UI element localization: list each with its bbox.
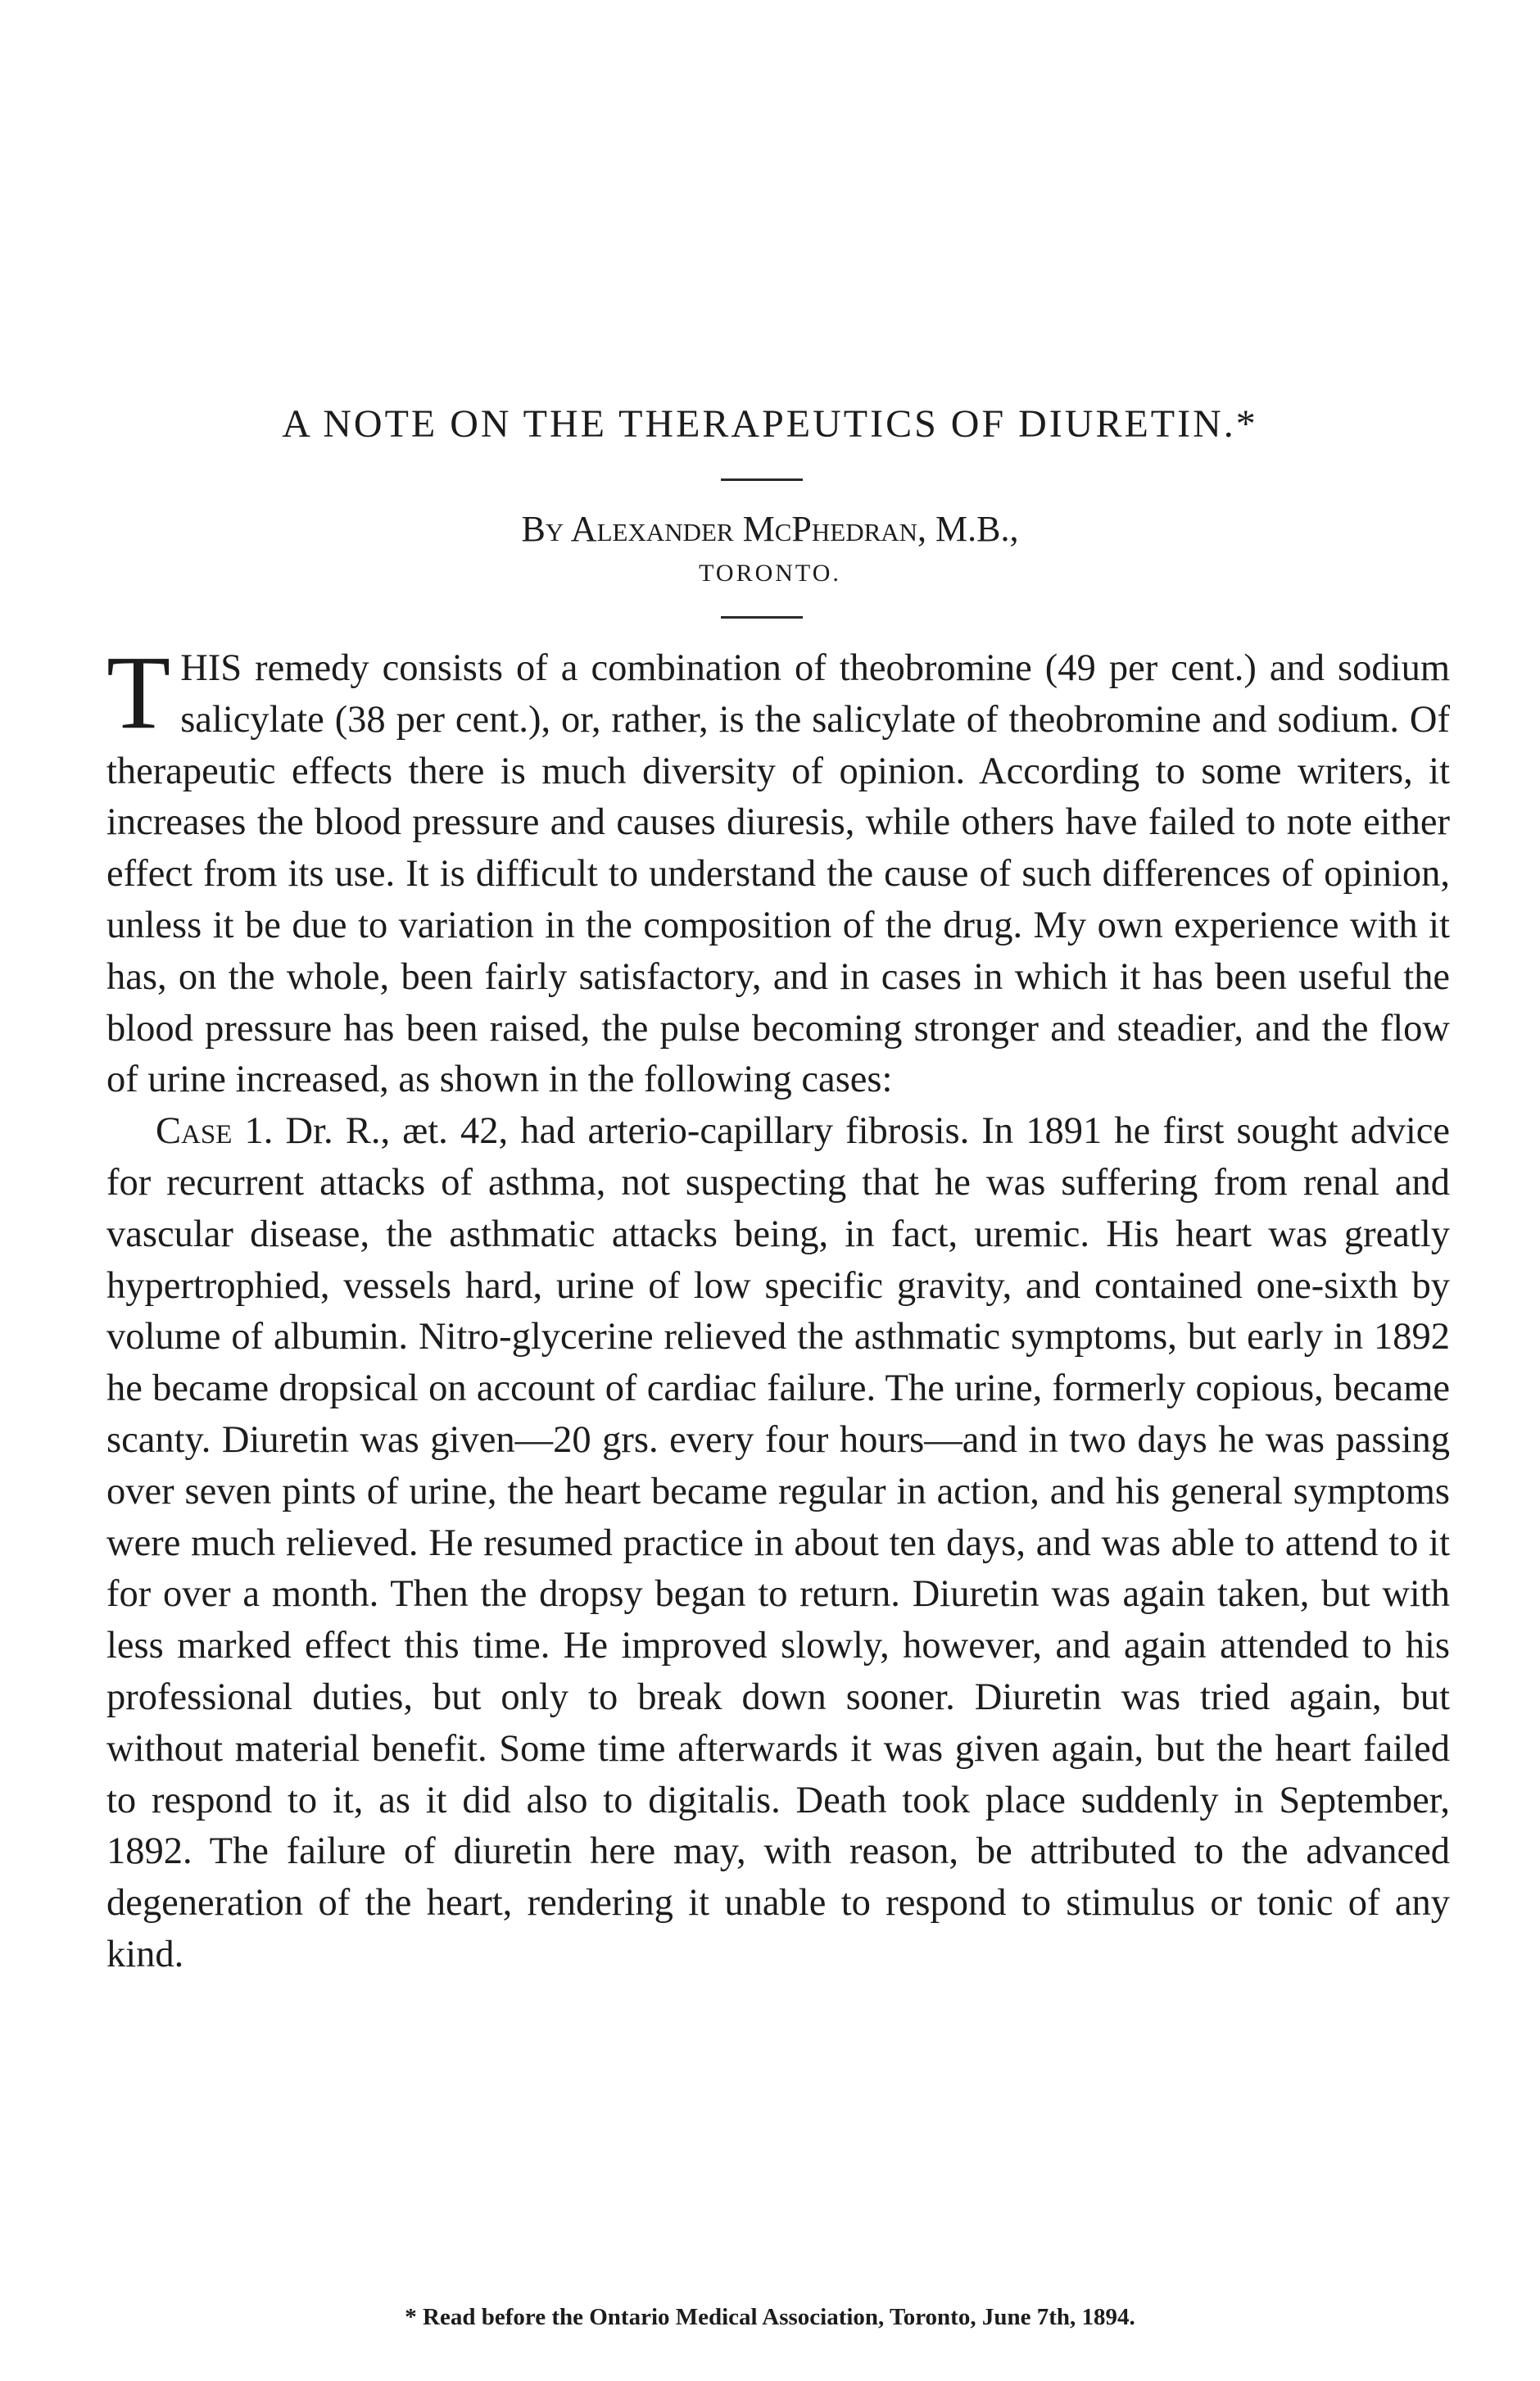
author-affiliation: TORONTO.	[699, 560, 841, 587]
paragraph-intro-text: HIS remedy consists of a combination of theobromine (49 per cent.) and sodium salicylate (38 per cent.), or, rather, is the salicylate of theobromine and sodium. Of therapeutic effects there is much diversity of opinion. According to some writers, it increases the blood pressure and causes diuresis, while others have failed to note either effect from its use. It is difficult to understand the cause of such differences of opinion, unless it be due to variation in the composition of the drug. My own experience with it has, on the whole, been fairly satisfactory, and in cases in which it has been useful the blood pressure has been raised, the pulse becoming stronger and steadier, and the flow of urine increased, as shown in the following cases:	[106, 647, 1450, 1101]
footnote: * Read before the Ontario Medical Association, Toronto, June 7th, 1894.	[405, 2304, 1135, 2330]
paragraph-case-1	[106, 1106, 1450, 1981]
drop-cap: T	[106, 634, 171, 751]
title-divider	[721, 478, 803, 481]
article-body	[106, 634, 1451, 1981]
author-byline: By Alexander McPhedran, M.B.,	[521, 509, 1019, 549]
case-label: Case 1.	[156, 1110, 274, 1153]
paragraph-case-1-text: Dr. R., æt. 42, had arterio-capillary fibrosis. In 1891 he first sought advice for recurrent attacks of asthma, not suspecting that he was suffering from renal and vascular disease, the asthmatic attacks being, in fact, uremic. His heart was greatly hypertrophied, vessels hard, urine of low specific gravity, and contained one-sixth by volume of albumin. Nitro-glycerine relieved the asthmatic symptoms, but early in 1892 he became dropsical on account of cardiac failure. The urine, formerly copious, became scanty. Diuretin was given—20 grs. every four hours—and in two days he was passing over seven pints of urine, the heart became regular in action, and his general symptoms were much relieved. He resumed practice in about ten days, and was able to attend to it for over a month. Then the dropsy began to return. Diuretin was again taken, but with less marked effect this time. He improved slowly, however, and again attended to his professional duties, but only to break down sooner. Diuretin was tried again, but without material benefit. Some time afterwards it was given again, but the heart failed to respond to it, as it did also to digitalis. Death took place suddenly in September, 1892. The failure of diuretin here may, with reason, be attributed to the advanced degeneration of the heart, rendering it unable to respond to stimulus or tonic of any kind.	[106, 1110, 1451, 1975]
byline-divider	[721, 616, 803, 619]
paragraph-intro	[106, 634, 1450, 1106]
article-title: A NOTE ON THE THERAPEUTICS OF DIURETIN.*	[282, 402, 1258, 446]
